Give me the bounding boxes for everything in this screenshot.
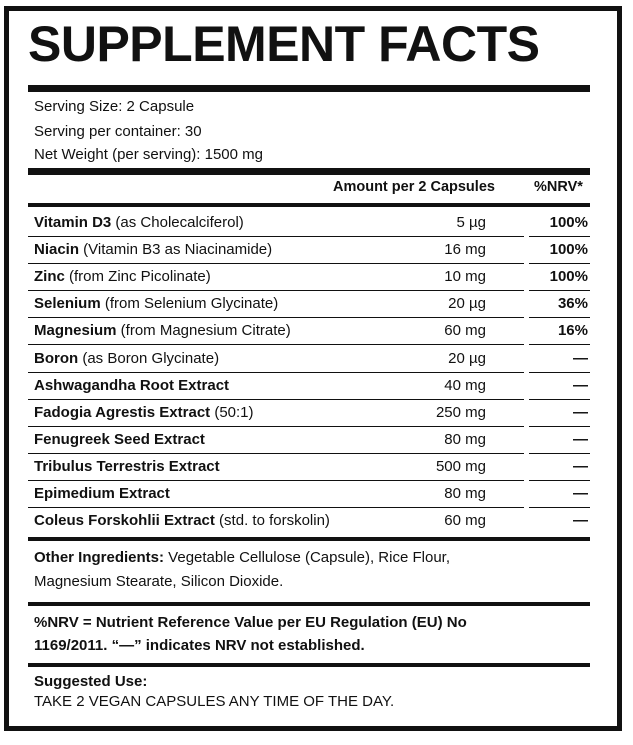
nutrient-label: Epimedium Extract: [34, 485, 170, 502]
nutrient-label: Niacin: [34, 241, 80, 258]
nutrient-source: (from Magnesium Citrate): [116, 322, 291, 339]
nutrient-label: Coleus Forskohlii Extract: [34, 512, 215, 529]
table-row: [28, 346, 590, 373]
other-ingredients-line2: Magnesium Stearate, Silicon Dioxide.: [34, 573, 284, 590]
nutrient-source: (Vitamin B3 as Niacinamide): [79, 241, 273, 258]
nutrient-nrv: 36%: [557, 295, 588, 312]
nutrient-name: [34, 350, 219, 367]
table-row: [28, 400, 590, 427]
nutrient-nrv: 100%: [549, 268, 588, 285]
table-row: [28, 508, 590, 535]
nutrient-nrv: —: [573, 350, 588, 367]
nutrient-nrv: 16%: [557, 322, 588, 339]
nutrient-amount: 80 mg: [444, 431, 486, 448]
suggested-use-label: Suggested Use:: [34, 673, 148, 690]
nrv-column-header: %NRV*: [534, 179, 583, 195]
table-row: [28, 318, 590, 345]
nutrient-amount: 10 mg: [444, 268, 486, 285]
nutrient-name: [34, 431, 205, 448]
nutrient-label: Fenugreek Seed Extract: [34, 431, 205, 448]
nutrient-name: [34, 241, 272, 258]
nutrient-nrv: —: [573, 404, 588, 421]
other-ingredients-text: Vegetable Cellulose (Capsule), Rice Flour,: [164, 549, 450, 566]
nutrient-source: (from Zinc Picolinate): [64, 268, 211, 285]
nutrient-nrv: 100%: [549, 241, 588, 258]
table-row: [28, 481, 590, 508]
nutrient-name: [34, 404, 254, 421]
nutrient-label: Zinc: [34, 268, 65, 285]
nutrient-source: (from Selenium Glycinate): [100, 295, 279, 312]
nrv-note-line2: 1169/2011. “—” indicates NRV not established.: [34, 637, 365, 654]
nutrient-amount: 20 µg: [448, 295, 486, 312]
nutrient-source: (std. to forskolin): [214, 512, 330, 529]
nutrient-nrv: —: [573, 377, 588, 394]
nutrient-label: Vitamin D3: [34, 214, 112, 231]
nutrient-amount: 80 mg: [444, 485, 486, 502]
nutrient-amount: 60 mg: [444, 512, 486, 529]
table-row: [28, 237, 590, 264]
row-divider: [529, 344, 590, 345]
nutrient-source: (50:1): [210, 404, 254, 421]
nutrient-nrv: —: [573, 431, 588, 448]
nutrient-label: Ashwagandha Root Extract: [34, 377, 230, 394]
other-ingredients-line1: [34, 549, 450, 567]
table-row: [28, 427, 590, 454]
table-bottom-rule: [28, 537, 590, 541]
nutrient-amount: 40 mg: [444, 377, 486, 394]
nutrient-name: [34, 512, 330, 529]
nutrient-name: [34, 214, 244, 231]
nutrient-name: [34, 377, 229, 394]
nutrient-nrv: 100%: [549, 214, 588, 231]
nrv-note-line1: %NRV = Nutrient Reference Value per EU Regulation (EU) No: [34, 614, 467, 631]
ingredients-rule: [28, 602, 590, 606]
nutrient-amount: 500 mg: [435, 458, 486, 475]
nutrient-amount: 60 mg: [444, 322, 486, 339]
nutrient-name: [34, 268, 211, 285]
net-weight: Net Weight (per serving): 1500 mg: [34, 146, 263, 163]
title-rule: [28, 85, 590, 92]
nutrient-label: Boron: [34, 350, 79, 367]
table-row: [28, 291, 590, 318]
servings-per-container: Serving per container: 30: [34, 123, 202, 140]
serving-rule: [28, 168, 590, 175]
nutrient-amount: 20 µg: [448, 350, 486, 367]
row-divider: [28, 344, 524, 345]
nutrient-source: (as Boron Glycinate): [78, 350, 220, 367]
nutrient-name: [34, 295, 278, 312]
nutrient-label: Magnesium: [34, 322, 117, 339]
table-row: [28, 210, 590, 237]
table-row: [28, 454, 590, 481]
table-row: [28, 373, 590, 400]
note-rule: [28, 663, 590, 667]
other-ingredients-label: Other Ingredients:: [34, 549, 165, 566]
nutrient-name: [34, 322, 291, 339]
nutrient-source: (as Cholecalciferol): [111, 214, 244, 231]
nutrient-nrv: —: [573, 485, 588, 502]
nutrient-nrv: —: [573, 512, 588, 529]
nutrient-amount: 5 µg: [456, 214, 486, 231]
serving-size: Serving Size: 2 Capsule: [34, 98, 195, 115]
nutrient-name: [34, 485, 170, 502]
amount-column-header: Amount per 2 Capsules: [333, 179, 495, 195]
nutrient-name: [34, 458, 220, 475]
nutrient-label: Tribulus Terrestris Extract: [34, 458, 220, 475]
table-row: [28, 264, 590, 291]
nutrient-amount: 250 mg: [435, 404, 486, 421]
nutrient-nrv: —: [573, 458, 588, 475]
label-title: SUPPLEMENT FACTS: [28, 16, 540, 72]
nutrient-amount: 16 mg: [444, 241, 486, 258]
nutrient-label: Selenium: [34, 295, 101, 312]
header-rule: [28, 203, 590, 207]
suggested-use-text: TAKE 2 VEGAN CAPSULES ANY TIME OF THE DAY.: [34, 693, 395, 710]
nutrient-label: Fadogia Agrestis Extract: [34, 404, 211, 421]
